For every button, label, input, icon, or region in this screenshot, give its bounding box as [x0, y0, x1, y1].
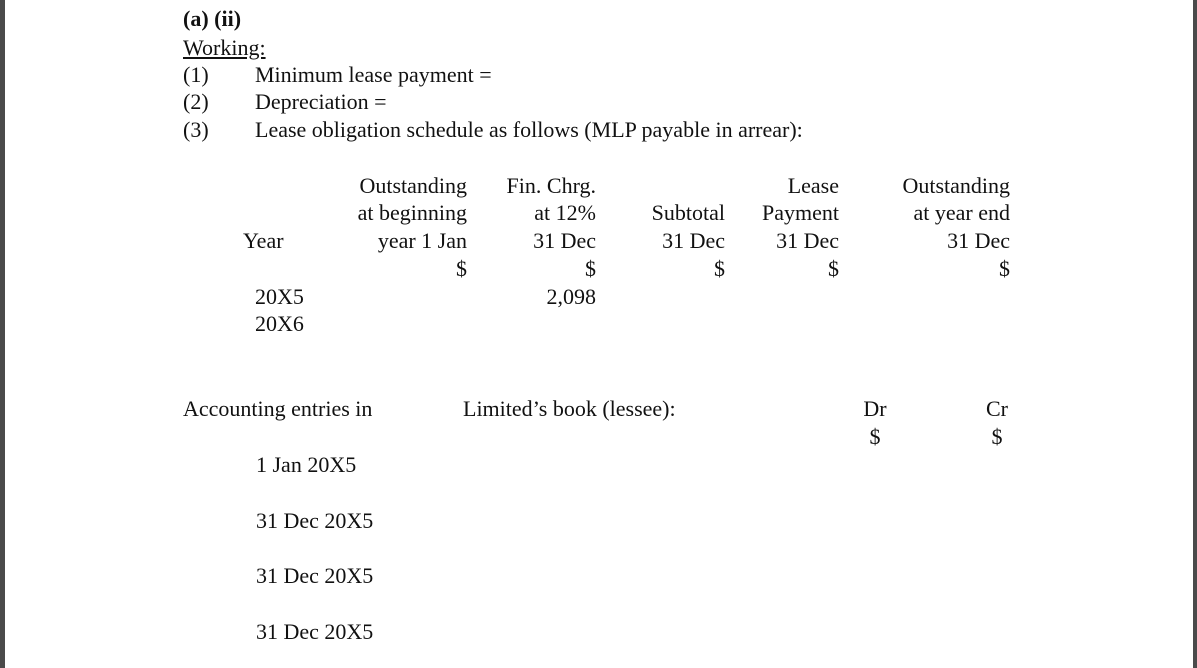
entry-date-4: 31 Dec 20X5 — [256, 619, 374, 644]
outstanding-end-header-line2: at year end — [913, 200, 1010, 225]
cr-label: Cr — [986, 396, 1008, 421]
lease-payment-unit: $ — [828, 256, 839, 281]
left-window-border — [0, 0, 5, 668]
fin-chrg-header-line1: Fin. Chrg. — [506, 173, 596, 198]
working-label: Working: — [183, 35, 266, 60]
row-year-20x5: 20X5 — [255, 284, 304, 309]
outstanding-end-header-line1: Outstanding — [902, 173, 1010, 198]
fin-chrg-header-line2: at 12% — [534, 200, 596, 225]
entries-title-left: Accounting entries in — [183, 396, 373, 421]
subtotal-unit: $ — [714, 256, 725, 281]
lease-payment-header-line1: Lease — [787, 173, 839, 198]
row-year-20x6: 20X6 — [255, 311, 304, 336]
working-1-number: (1) — [183, 62, 209, 87]
working-2-text: Depreciation = — [255, 89, 387, 114]
year-header: Year — [243, 228, 284, 253]
lease-payment-header-line3: 31 Dec — [776, 228, 839, 253]
working-1-text: Minimum lease payment = — [255, 62, 492, 87]
outstanding-begin-header-line1: Outstanding — [359, 173, 467, 198]
right-window-border — [1193, 0, 1197, 668]
entry-date-2: 31 Dec 20X5 — [256, 508, 374, 533]
cr-unit: $ — [991, 424, 1003, 449]
lease-payment-header-line2: Payment — [762, 200, 839, 225]
row-20x5-fin-chrg: 2,098 — [546, 284, 596, 309]
fin-chrg-unit: $ — [585, 256, 596, 281]
dr-unit: $ — [869, 424, 881, 449]
fin-chrg-header-line3: 31 Dec — [533, 228, 596, 253]
working-3-text: Lease obligation schedule as follows (MLP payable in arrear): — [255, 117, 803, 142]
subtotal-header-line1: Subtotal — [651, 200, 725, 225]
outstanding-end-unit: $ — [999, 256, 1010, 281]
entry-date-3: 31 Dec 20X5 — [256, 563, 374, 588]
working-3-number: (3) — [183, 117, 209, 142]
entry-date-1: 1 Jan 20X5 — [256, 452, 357, 477]
outstanding-begin-header-line3: year 1 Jan — [377, 228, 467, 253]
outstanding-begin-header-line2: at beginning — [357, 200, 467, 225]
working-2-number: (2) — [183, 89, 209, 114]
entries-title-right: Limited’s book (lessee): — [463, 396, 676, 421]
dr-label: Dr — [863, 396, 887, 421]
subtotal-header-line2: 31 Dec — [662, 228, 725, 253]
outstanding-end-header-line3: 31 Dec — [947, 228, 1010, 253]
outstanding-begin-unit: $ — [456, 256, 467, 281]
section-heading: (a) (ii) — [183, 6, 242, 31]
